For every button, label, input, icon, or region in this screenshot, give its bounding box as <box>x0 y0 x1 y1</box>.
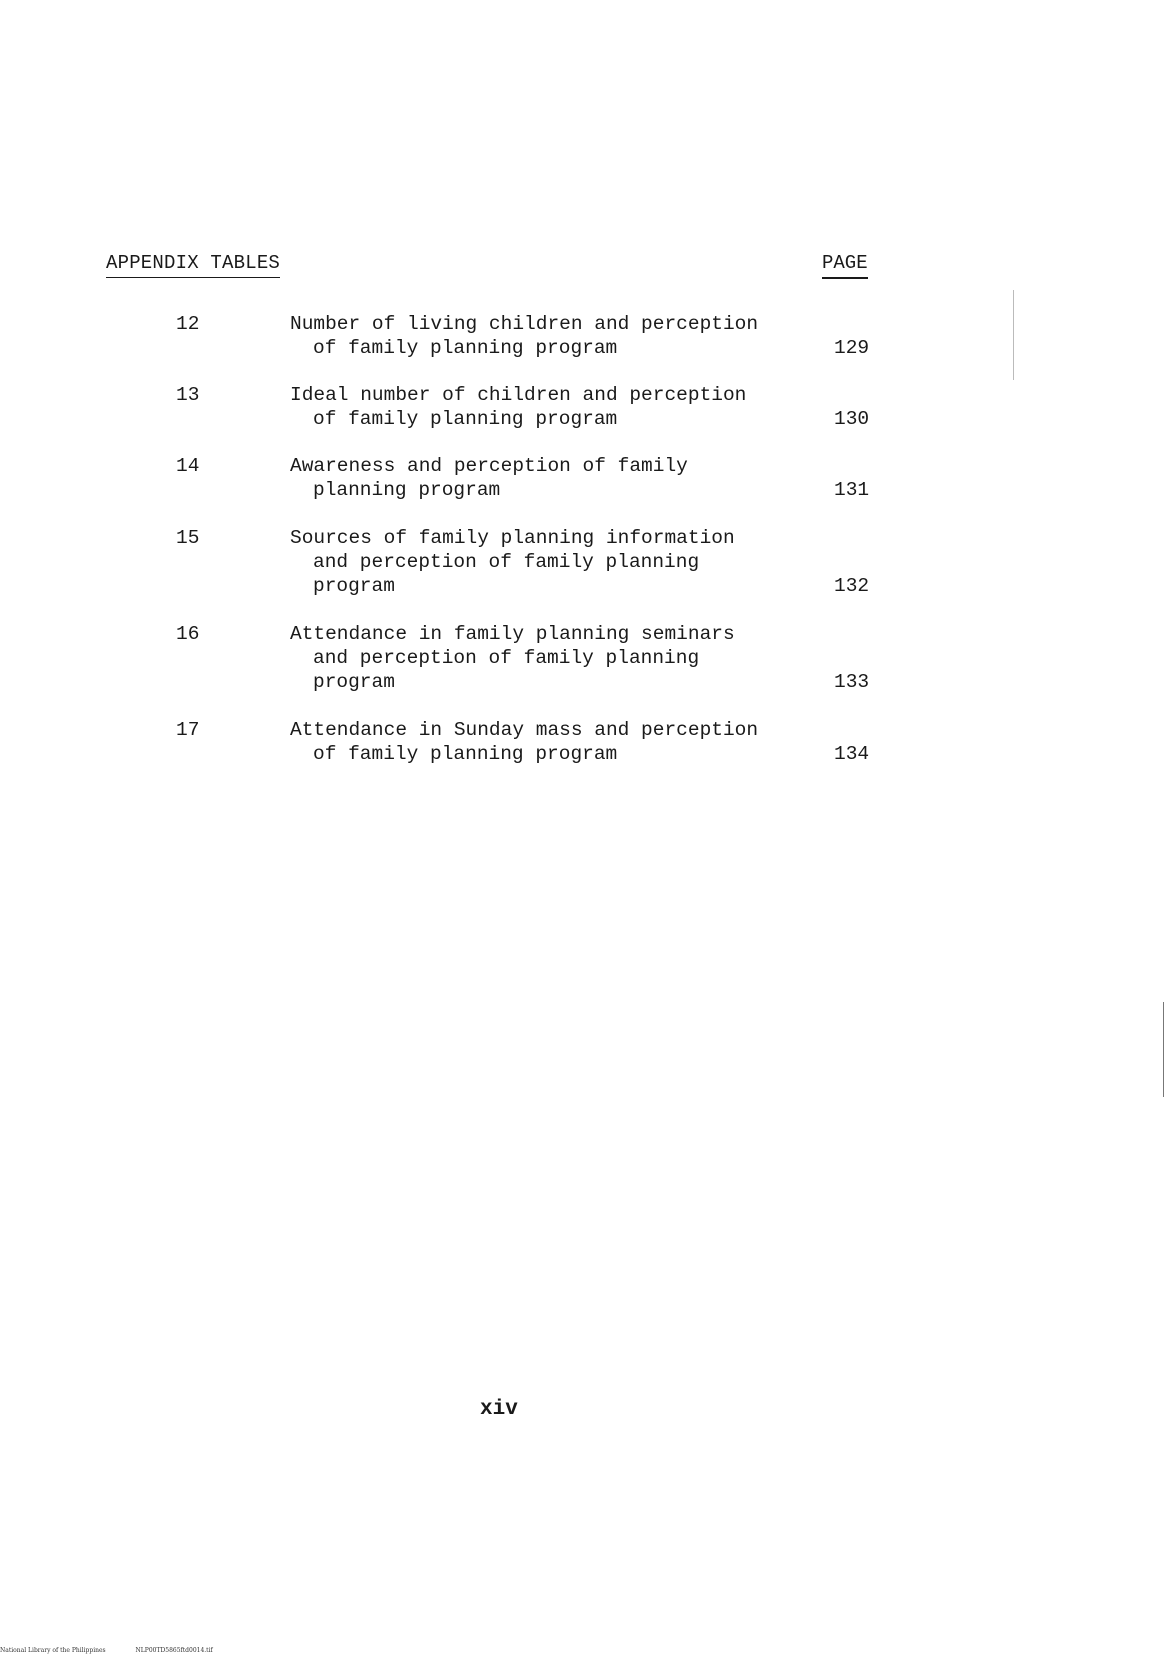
table-number: 14 <box>176 455 200 477</box>
entry-title-line: Ideal number of children and perception <box>290 384 747 406</box>
entry-title-line: Attendance in Sunday mass and perception <box>290 719 759 741</box>
entry-title-line: Awareness and perception of family <box>290 455 688 477</box>
table-number: 13 <box>176 384 200 406</box>
page-number: 133 <box>834 671 870 693</box>
page-number: 134 <box>834 743 870 765</box>
entry-title-line: of family planning program <box>313 408 618 430</box>
page-number: 130 <box>834 408 870 430</box>
entry-title <box>290 526 735 598</box>
entry-title <box>290 312 758 360</box>
table-number: 15 <box>176 527 200 549</box>
table-number: 17 <box>176 719 200 741</box>
entry-title-line: Number of living children and perception <box>290 313 759 335</box>
table-number: 12 <box>176 313 200 335</box>
entry-title <box>290 718 758 766</box>
appendix-tables-heading: APPENDIX TABLES <box>106 252 280 278</box>
entry-title-line: planning program <box>313 479 501 501</box>
scan-file-name: NLP00TD5865ftd0014.tif <box>135 1647 213 1654</box>
entry-title-line: Sources of family planning information <box>290 527 735 549</box>
entry-title-line: and perception of family planning <box>313 647 700 669</box>
scan-edge-mark <box>1163 1002 1164 1097</box>
entry-title-line: of family planning program <box>313 743 618 765</box>
page-folio: xiv <box>480 1398 518 1421</box>
table-number: 16 <box>176 623 200 645</box>
entry-title <box>290 454 688 502</box>
entry-title-line: and perception of family planning <box>313 551 700 573</box>
library-credit: National Library of the Philippines <box>0 1647 106 1654</box>
page-column-heading: PAGE <box>822 252 868 279</box>
scan-footer <box>0 1647 213 1654</box>
entry-title-line: program <box>313 671 395 693</box>
page-number: 129 <box>834 337 870 359</box>
entry-title <box>290 622 735 694</box>
entry-title-line: Attendance in family planning seminars <box>290 623 735 645</box>
entry-title <box>290 383 746 431</box>
entry-title-line: of family planning program <box>313 337 618 359</box>
page-number: 131 <box>834 479 870 501</box>
scan-edge-mark <box>1013 290 1014 380</box>
page-number: 132 <box>834 575 870 597</box>
entry-title-line: program <box>313 575 395 597</box>
